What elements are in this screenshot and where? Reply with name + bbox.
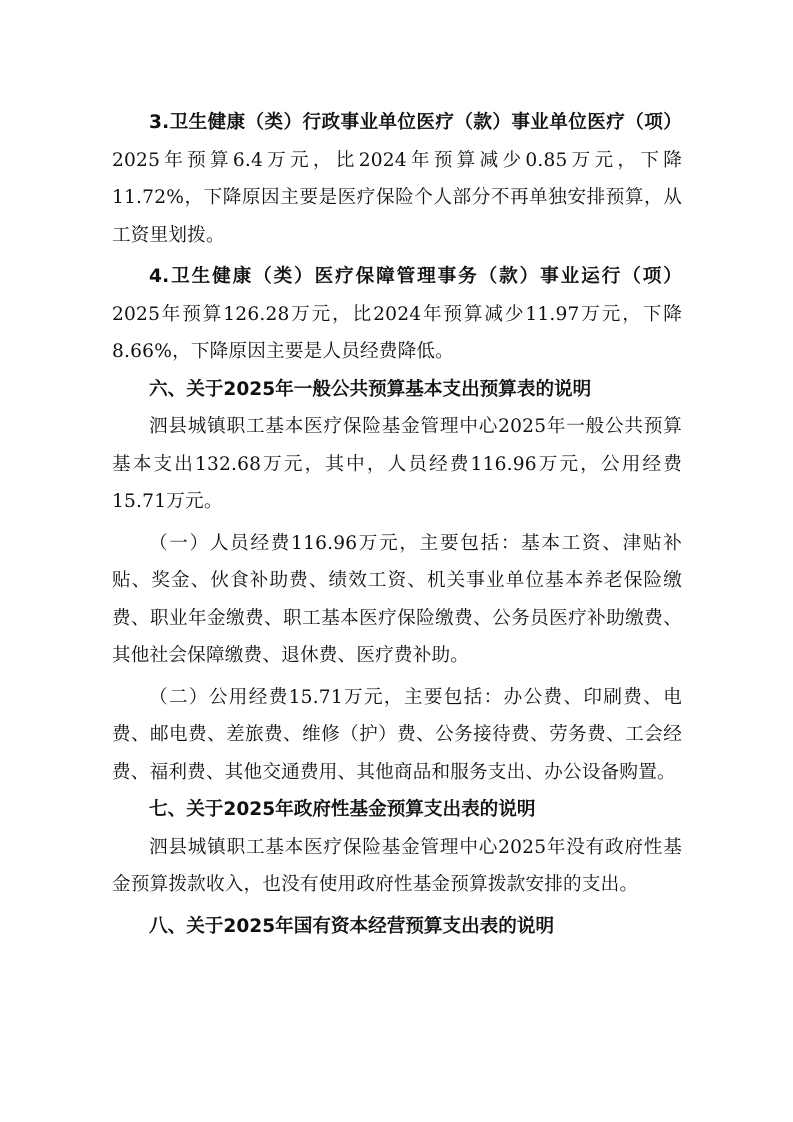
section-6-part-1: （一）人员经费116.96万元，主要包括：基本工资、津贴补贴、奖金、伙食补助费、绩效工资、机关事业单位基本养老保险缴费、职业年金缴费、职工基本医疗保险缴费、公务员医疗补助缴费、其他社会保障缴费、退休费、医疗费补助。 [112, 532, 682, 666]
item-3-paragraph [112, 104, 682, 254]
section-6-part-2: （二）公用经费15.71万元，主要包括：办公费、印刷费、电费、邮电费、差旅费、维修（护）费、公务接待费、劳务费、工会经费、福利费、其他交通费用、其他商品和服务支出、办公设备购置。 [112, 686, 682, 783]
item-3-title: 3.卫生健康（类）行政事业单位医疗（款）事业单位医疗（项） [149, 112, 682, 133]
section-8-heading: 八、关于2025年国有资本经营预算支出表的说明 [149, 915, 555, 937]
item-4-paragraph [112, 258, 682, 371]
section-6-heading: 六、关于2025年一般公共预算基本支出预算表的说明 [149, 378, 592, 400]
section-6-intro: 泗县城镇职工基本医疗保险基金管理中心2025年一般公共预算基本支出132.68万元，其中，人员经费116.96万元，公用经费15.71万元。 [112, 416, 682, 512]
item-4-title: 4.卫生健康（类）医疗保障管理事务（款）事业运行（项） [149, 266, 682, 287]
document-page [112, 104, 682, 945]
item-4-body: 2025年预算126.28万元，比2024年预算减少11.97万元，下降8.66%，下降原因主要是人员经费降低。 [112, 303, 682, 362]
section-7-heading: 七、关于2025年政府性基金预算支出表的说明 [149, 799, 536, 820]
section-7-body: 泗县城镇职工基本医疗保险基金管理中心2025年没有政府性基金预算拨款收入，也没有使用政府性基金预算拨款安排的支出。 [112, 836, 682, 895]
item-3-body: 2025年预算6.4万元，比2024年预算减少0.85万元，下降11.72%，下降原因主要是医疗保险个人部分不再单独安排预算，从工资里划拨。 [112, 149, 682, 246]
